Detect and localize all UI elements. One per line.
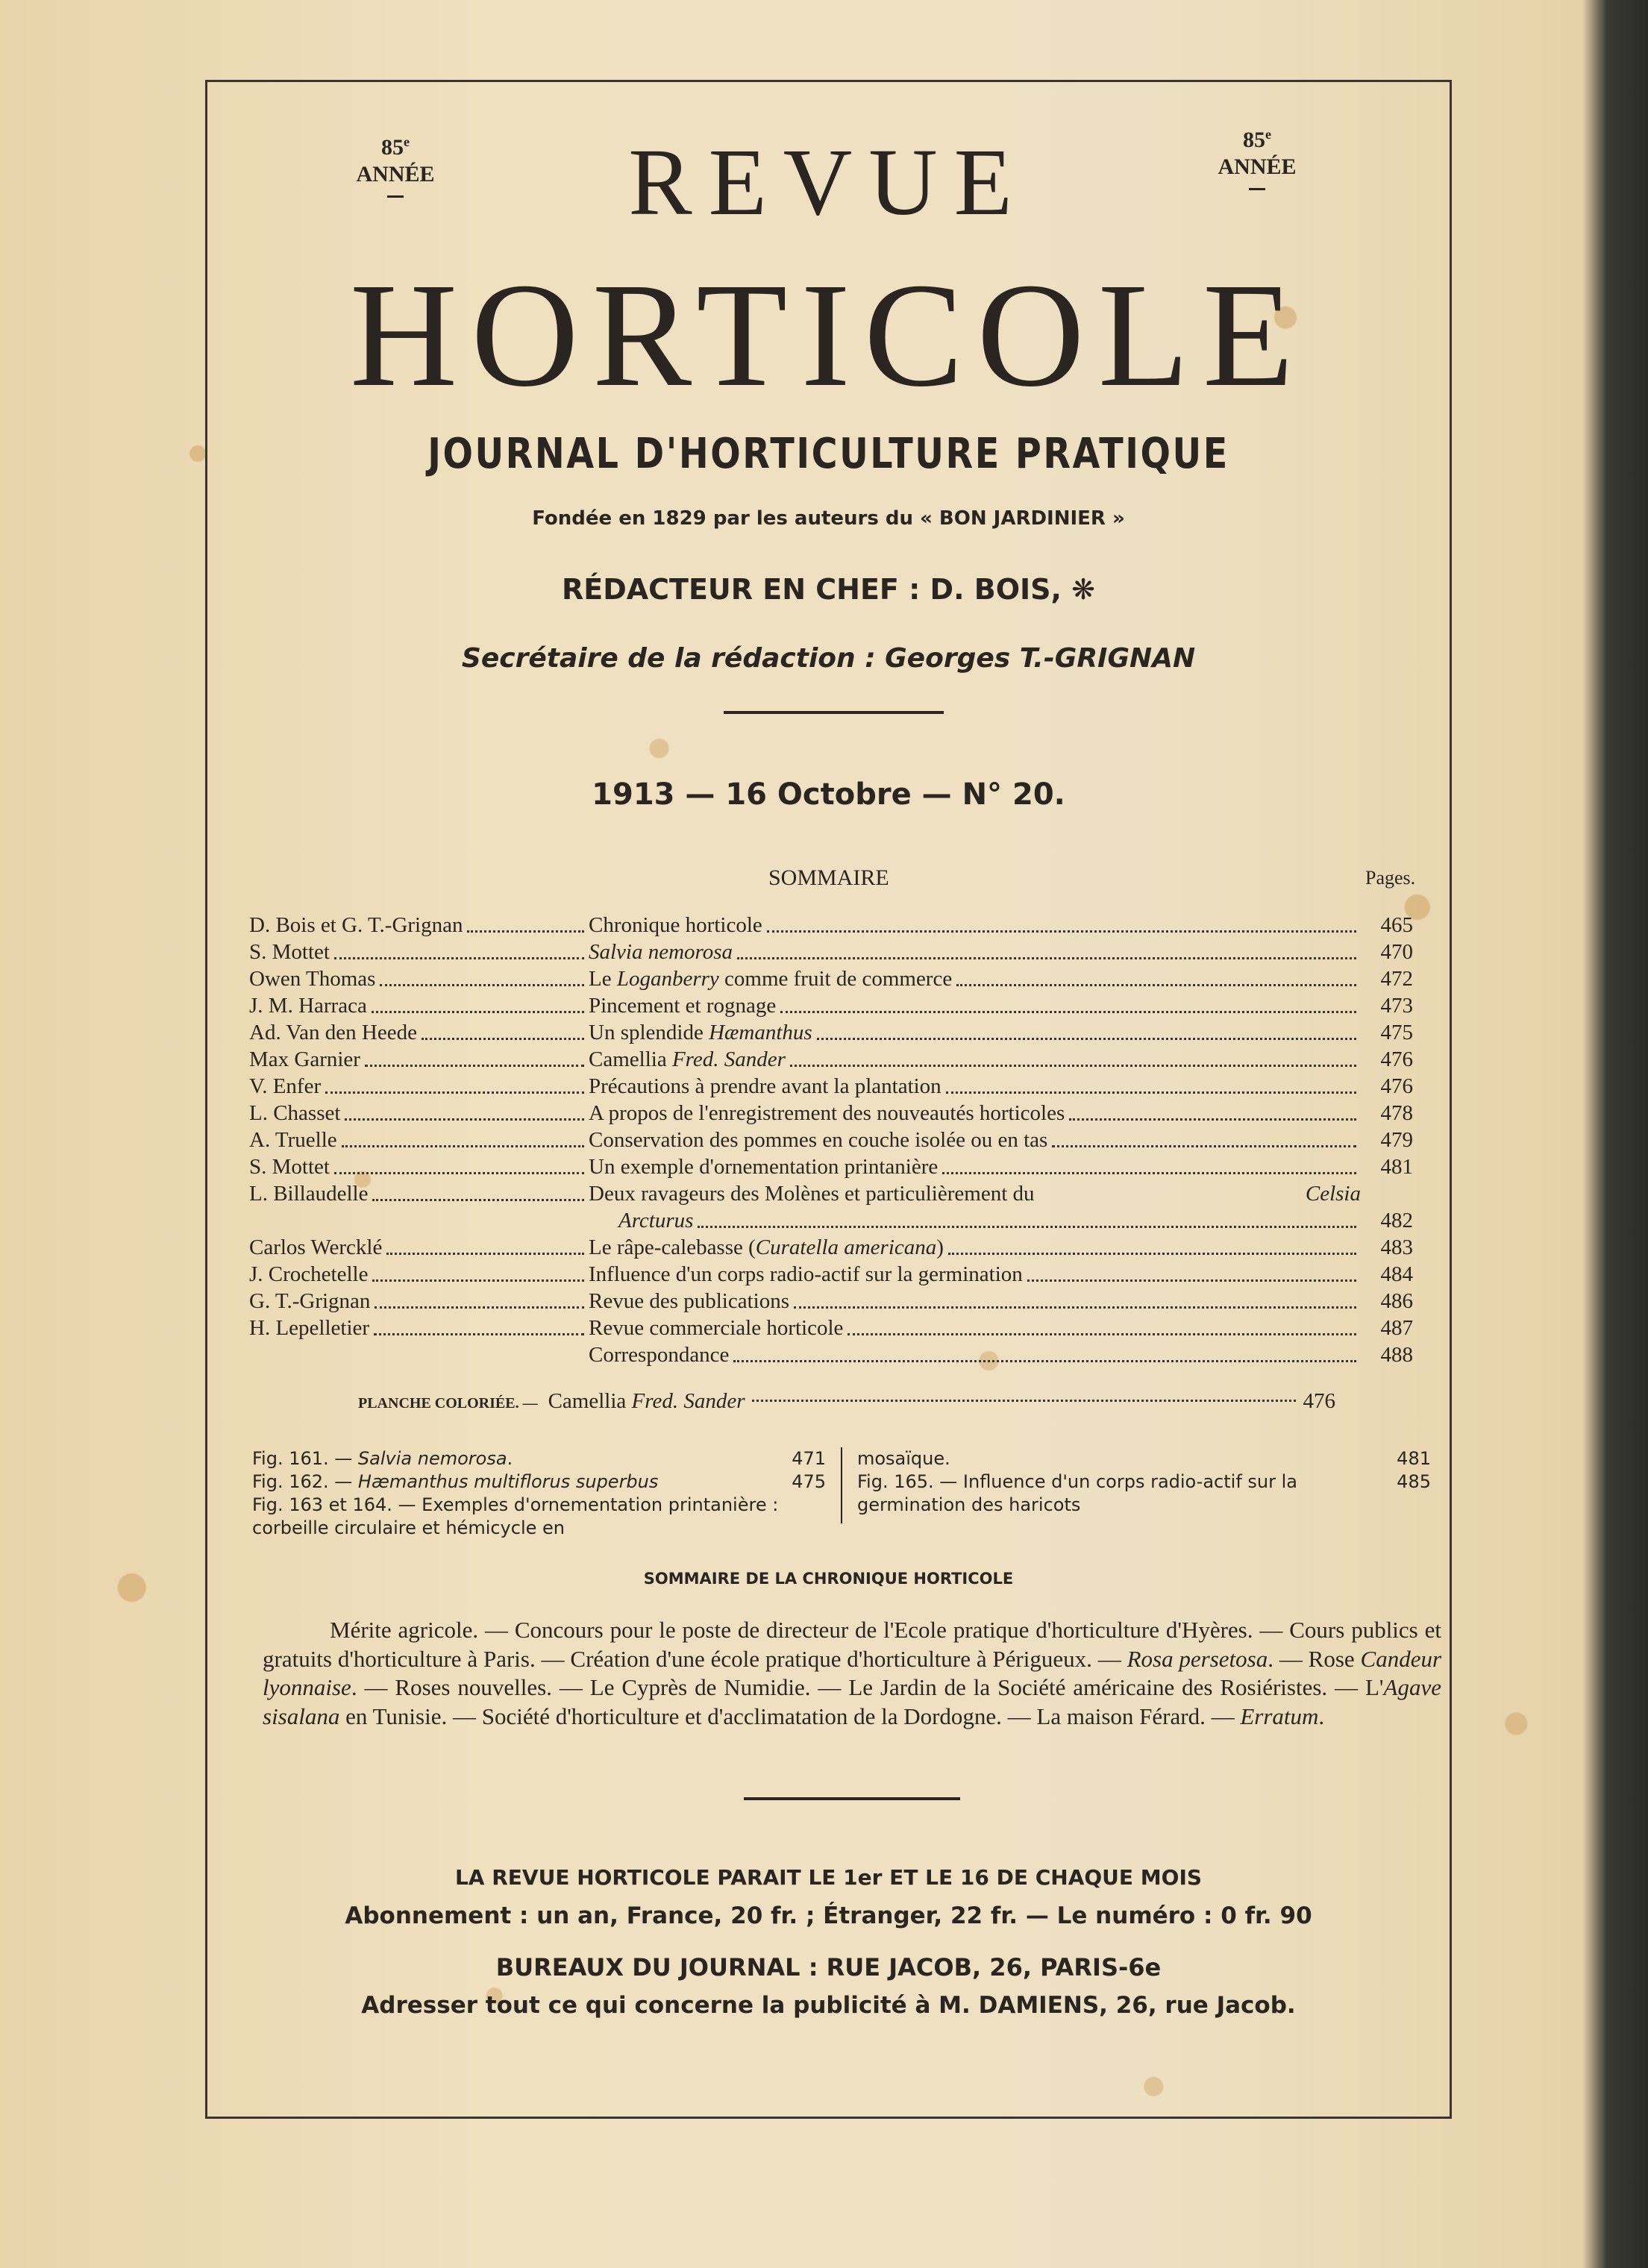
- figure-caption: [857, 1447, 1394, 1470]
- dot-leader: [1027, 1261, 1356, 1282]
- toc-author: [249, 1073, 589, 1100]
- subscription-line: Abonnement : un an, France, 20 fr. ; Étranger, 22 fr. — Le numéro : 0 fr. 90: [345, 1902, 1312, 1929]
- toc-entry: [249, 939, 1413, 965]
- toc-entry: [249, 1261, 1413, 1288]
- title-italic: Curatella americana: [755, 1235, 937, 1259]
- toc-title: [589, 1234, 1361, 1261]
- dot-leader: [848, 1315, 1356, 1335]
- advertising-line: Adresser tout ce qui concerne la publicité à M. DAMIENS, 26, rue Jacob.: [361, 1992, 1296, 2019]
- dot-leader: [767, 912, 1356, 933]
- title-text: A propos de l'enregistrement des nouveautés horticoles: [589, 1101, 1065, 1125]
- toc-author: [249, 1315, 589, 1341]
- toc-entry: [249, 1019, 1413, 1046]
- toc-author: [249, 939, 589, 965]
- title-italic: Loganberry: [616, 967, 719, 991]
- dot-leader: [790, 1046, 1356, 1067]
- dot-leader: [817, 1019, 1356, 1040]
- title-text: Conservation des pommes en couche isolée ou en tas: [589, 1128, 1048, 1152]
- author-name: Max Garnier: [249, 1047, 360, 1071]
- page-number: 472: [1380, 967, 1413, 991]
- page-number: 485: [1397, 1471, 1431, 1492]
- title-text: Le râpe-calebasse (: [589, 1235, 756, 1259]
- dot-leader: [948, 1234, 1356, 1255]
- caption-text: Fig. 161. —: [252, 1448, 358, 1469]
- author-name: G. T.-Grignan: [249, 1289, 371, 1313]
- page-number: 473: [1380, 994, 1413, 1018]
- title-italic: Hæmanthus: [709, 1021, 812, 1044]
- title-italic: Salvia nemorosa: [589, 940, 733, 964]
- dot-leader: [733, 1341, 1356, 1362]
- page-number: [789, 1494, 826, 1540]
- subtitle: JOURNAL D'HORTICULTURE PRATIQUE: [427, 430, 1229, 478]
- annee-label: ANNÉE: [356, 162, 435, 187]
- page-number: 484: [1380, 1262, 1413, 1286]
- toc-title: [589, 1207, 1361, 1234]
- title-text: Revue des publications: [589, 1289, 790, 1313]
- caption-text: mosaïque.: [856, 1448, 950, 1469]
- issue-date: 1913 — 16 Octobre — N° 20.: [592, 777, 1065, 812]
- author-name: A. Truelle: [249, 1128, 337, 1152]
- dot-leader: [325, 1073, 584, 1094]
- dot-leader: [946, 1073, 1356, 1094]
- toc-title: [589, 1341, 1361, 1368]
- dot-leader: [794, 1288, 1356, 1309]
- pages-label: Pages.: [1365, 867, 1416, 889]
- title-text: Chronique horticole: [589, 913, 762, 937]
- author-name: S. Mottet: [249, 1155, 330, 1179]
- divider: [724, 711, 944, 714]
- toc-author: [249, 1100, 589, 1127]
- page-number: 470: [1380, 940, 1413, 964]
- secretary-line: Secrétaire de la rédaction : Georges T.-GRIGNAN: [461, 643, 1196, 674]
- dot-leader: [380, 965, 584, 986]
- toc-title: [589, 1127, 1361, 1153]
- dot-leader: [334, 1153, 584, 1174]
- dot-leader: [1052, 1127, 1356, 1147]
- figure-entry: [857, 1447, 1431, 1470]
- toc-title: [589, 1019, 1361, 1046]
- annee-sup: e: [404, 134, 410, 149]
- office-address: BUREAUX DU JOURNAL : RUE JACOB, 26, PARIS-6e: [495, 1953, 1162, 1982]
- page-number: 471: [792, 1448, 826, 1469]
- toc-entry: [249, 1180, 1413, 1207]
- toc-author: [249, 912, 589, 939]
- author-name: Ad. Van den Heede: [249, 1021, 417, 1044]
- dot-leader: [372, 1261, 584, 1282]
- chronique-title: SOMMAIRE DE LA CHRONIQUE HORTICOLE: [643, 1570, 1014, 1588]
- title-text: comme fruit de commerce: [718, 967, 953, 991]
- toc-entry: [249, 1207, 1413, 1234]
- dot-leader: [386, 1234, 584, 1255]
- dot-leader: [365, 1046, 584, 1067]
- toc-title: [589, 1288, 1361, 1315]
- toc-author: [249, 992, 589, 1019]
- toc-title: [589, 912, 1361, 939]
- title-text: Un splendide: [589, 1021, 709, 1044]
- dot-leader: [372, 1180, 584, 1201]
- toc-title: [589, 1073, 1361, 1100]
- author-name: V. Enfer: [249, 1074, 322, 1098]
- toc-author: [249, 1019, 589, 1046]
- toc-title: [589, 1180, 1361, 1207]
- toc-title: [589, 965, 1361, 992]
- toc-entry: [249, 1153, 1413, 1180]
- title-horticole: HORTICOLE: [349, 253, 1308, 418]
- title-text: Le: [589, 967, 617, 991]
- dot-leader: [780, 992, 1356, 1013]
- dot-leader: [467, 912, 584, 933]
- publication-frequency: LA REVUE HORTICOLE PARAIT LE 1er ET LE 16 DE CHAQUE MOIS: [454, 1865, 1203, 1890]
- toc-author: [249, 1127, 589, 1153]
- toc-title: [589, 939, 1361, 965]
- annee-number: 85: [1243, 128, 1265, 152]
- table-of-contents: [249, 912, 1413, 1368]
- author-name: J. M. Harraca: [249, 994, 367, 1018]
- title-text: Revue commerciale horticole: [589, 1316, 844, 1340]
- toc-title: [589, 1153, 1361, 1180]
- title-text: ): [936, 1235, 944, 1259]
- planche-line: [358, 1389, 1335, 1414]
- caption-text: Fig. 162. —: [252, 1471, 358, 1492]
- dot-leader: [372, 992, 584, 1013]
- page-number: 483: [1380, 1235, 1413, 1259]
- figure-caption: [252, 1447, 789, 1470]
- author-name: L. Chasset: [249, 1101, 341, 1125]
- planche-page: 476: [1303, 1389, 1335, 1413]
- dot-leader: [374, 1315, 584, 1335]
- dot-leader: [1069, 1100, 1356, 1121]
- figure-caption: [252, 1470, 789, 1494]
- page-number: 465: [1380, 913, 1413, 937]
- title-text: Un exemple d'ornementation printanière: [589, 1155, 939, 1179]
- figure-entry: [252, 1447, 826, 1470]
- page-number: 487: [1380, 1316, 1413, 1340]
- dot-leader: [334, 939, 584, 959]
- toc-author: [249, 1234, 589, 1261]
- planche-title: Camellia: [548, 1389, 627, 1413]
- author-name: S. Mottet: [249, 940, 330, 964]
- caption-italic: Hæmanthus multiflorus superbus: [357, 1471, 659, 1492]
- toc-entry: [249, 1046, 1413, 1073]
- title-text: Précautions à prendre avant la plantation: [589, 1074, 942, 1098]
- toc-entry: [249, 1288, 1413, 1315]
- toc-title: [589, 992, 1361, 1019]
- page-number: 486: [1380, 1289, 1413, 1313]
- author-name: Carlos Wercklé: [249, 1235, 383, 1259]
- toc-entry: [249, 1315, 1413, 1341]
- toc-entry: [249, 912, 1413, 939]
- page-number: 481: [1380, 1155, 1413, 1179]
- dot-leader: [342, 1127, 584, 1147]
- founded-line: Fondée en 1829 par les auteurs du « BON JARDINIER »: [532, 507, 1125, 530]
- caption-text: Fig. 163 et 164. — Exemples d'ornementation printanière : corbeille circulaire et hémicycle en: [252, 1494, 779, 1538]
- author-name: Owen Thomas: [249, 967, 376, 991]
- dot-leader: [956, 965, 1356, 986]
- page-number: 478: [1380, 1101, 1413, 1125]
- page-number: 476: [1380, 1047, 1413, 1071]
- title-text: Correspondance: [589, 1343, 730, 1367]
- toc-author: [249, 1180, 589, 1207]
- toc-entry: [249, 1100, 1413, 1127]
- title-text: Influence d'un corps radio-actif sur la germination: [589, 1262, 1023, 1286]
- toc-entry: [249, 1073, 1413, 1100]
- toc-title: [589, 1100, 1361, 1127]
- title-italic: Arcturus: [618, 1209, 694, 1232]
- toc-author: [249, 1153, 589, 1180]
- toc-author: [249, 1261, 589, 1288]
- figure-entry: [857, 1470, 1431, 1517]
- caption-text: .: [507, 1448, 513, 1469]
- chronique-summary: Mérite agricole. — Concours pour le poste de directeur de l'Ecole pratique d'horticulture d'Hyères. — Cours publics et gratuits d'horticulture à Paris. — Création d'une école pratique d'horticulture à Périgueux. — Rosa persetosa. — Rose Candeur lyonnaise. — Roses nouvelles. — Le Cyprès de Numidie. — Le Jardin de la Société américaine des Rosiéristes. — L'Agave sisalana en Tunisie. — Société d'horticulture et d'acclimatation de la Dordogne. — La maison Férard. — Erratum.: [263, 1617, 1442, 1729]
- dot-leader: [375, 1288, 584, 1309]
- page-number: 481: [1397, 1448, 1431, 1469]
- figure-entry: [252, 1494, 826, 1540]
- toc-author: [249, 1288, 589, 1315]
- toc-title: [589, 1046, 1361, 1073]
- toc-author: [249, 1046, 589, 1073]
- page-number: 479: [1380, 1128, 1413, 1152]
- annee-number: 85: [381, 135, 404, 160]
- toc-entry: [249, 1341, 1413, 1368]
- dot-leader: [422, 1019, 584, 1040]
- author-name: J. Crochetelle: [249, 1262, 369, 1286]
- divider: [744, 1797, 960, 1800]
- dot-leader: [698, 1207, 1356, 1228]
- figure-caption: [857, 1470, 1394, 1517]
- title-italic: Celsia: [1305, 1182, 1361, 1206]
- title-italic: Fred. Sander: [671, 1047, 786, 1071]
- caption-text: Fig. 165. — Influence d'un corps radio-actif sur la germination des haricots: [856, 1471, 1297, 1515]
- figure-entry: [252, 1470, 826, 1494]
- page-number: 482: [1380, 1209, 1413, 1232]
- author-name: H. Lepelletier: [249, 1316, 370, 1340]
- toc-title: [589, 1315, 1361, 1341]
- sommaire-title: SOMMAIRE: [768, 865, 889, 890]
- figure-caption: [252, 1494, 789, 1540]
- title-text: Pincement et rognage: [589, 994, 777, 1018]
- planche-title-italic: Fred. Sander: [631, 1389, 745, 1413]
- dot-leader: [942, 1153, 1356, 1174]
- toc-entry: [249, 1234, 1413, 1261]
- title-revue: REVUE: [628, 129, 1029, 235]
- toc-author: [249, 965, 589, 992]
- author-name: L. Billaudelle: [249, 1182, 369, 1206]
- page-number: 488: [1380, 1343, 1413, 1367]
- dot-leader: [345, 1100, 584, 1121]
- dot-leader: [737, 939, 1356, 959]
- editor-line: RÉDACTEUR EN CHEF : D. BOIS, ❋: [561, 573, 1096, 606]
- page-number: 476: [1380, 1074, 1413, 1098]
- toc-title: [589, 1261, 1361, 1288]
- caption-italic: Salvia nemorosa: [357, 1448, 507, 1469]
- page-number: 475: [792, 1471, 826, 1492]
- toc-entry: [249, 1127, 1413, 1153]
- figures-list: [252, 1447, 1431, 1540]
- author-name: D. Bois et G. T.-Grignan: [249, 913, 463, 937]
- planche-label: PLANCHE COLORIÉE. —: [358, 1395, 538, 1412]
- annee-sup: e: [1265, 127, 1271, 142]
- title-text: Camellia: [589, 1047, 672, 1071]
- toc-entry: [249, 992, 1413, 1019]
- title-text: Deux ravageurs des Molènes et particulièrement du: [589, 1182, 1040, 1206]
- page-number: 475: [1380, 1021, 1413, 1044]
- toc-entry: [249, 965, 1413, 992]
- annee-label: ANNÉE: [1218, 154, 1297, 179]
